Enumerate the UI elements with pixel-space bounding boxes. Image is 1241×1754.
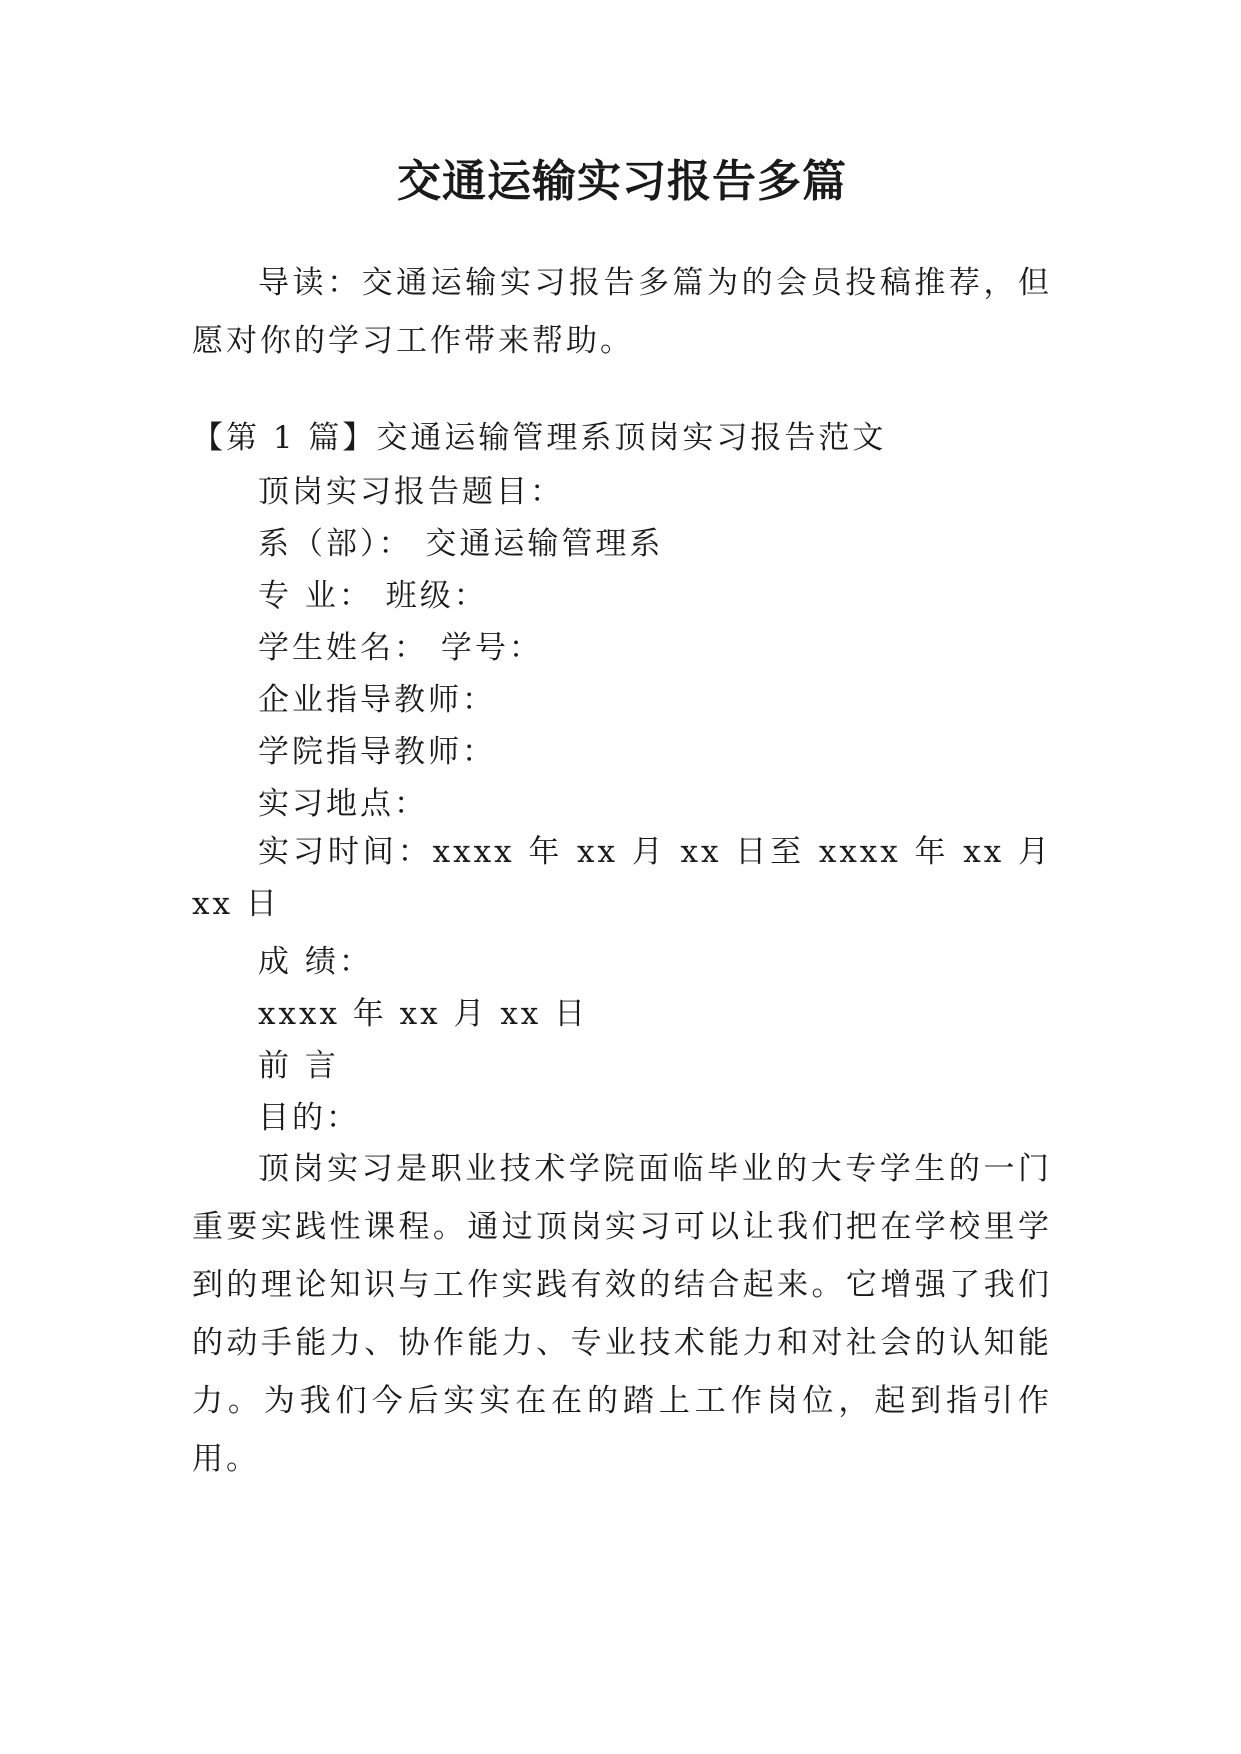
field-date: xxxx 年 xx 月 xx 日	[258, 996, 589, 1032]
field-major-class: 专 业： 班级：	[258, 578, 488, 614]
field-grade: 成 绩：	[258, 944, 373, 980]
field-company-advisor: 企业指导教师：	[258, 682, 496, 718]
purpose-heading: 目的：	[258, 1100, 360, 1136]
field-student-name-id: 学生姓名： 学号：	[258, 630, 543, 666]
field-location: 实习地点：	[258, 786, 428, 822]
body-paragraph: 顶岗实习是职业技术学院面临毕业的大专学生的一门重要实践性课程。通过顶岗实习可以让我们把在学校里学到的理论知识与工作实践有效的结合起来。它增强了我们的动手能力、协作能力、专业技术能力和对社会的认知能力。为我们今后实实在在的踏上工作岗位，起到指引作用。	[192, 1151, 1052, 1477]
field-report-topic: 顶岗实习报告题目：	[258, 474, 564, 510]
document-title: 交通运输实习报告多篇	[397, 156, 847, 207]
field-department: 系（部）： 交通运输管理系	[258, 526, 664, 562]
field-college-advisor: 学院指导教师：	[258, 734, 496, 770]
preface-heading: 前 言	[258, 1048, 339, 1084]
field-internship-time: 实习时间：xxxx 年 xx 月 xx 日至 xxxx 年 xx 月 xx 日	[192, 834, 1052, 922]
intro-paragraph: 导读：交通运输实习报告多篇为的会员投稿推荐，但愿对你的学习工作带来帮助。	[192, 265, 1052, 359]
section-heading: 【第 1 篇】交通运输管理系顶岗实习报告范文	[192, 420, 887, 456]
